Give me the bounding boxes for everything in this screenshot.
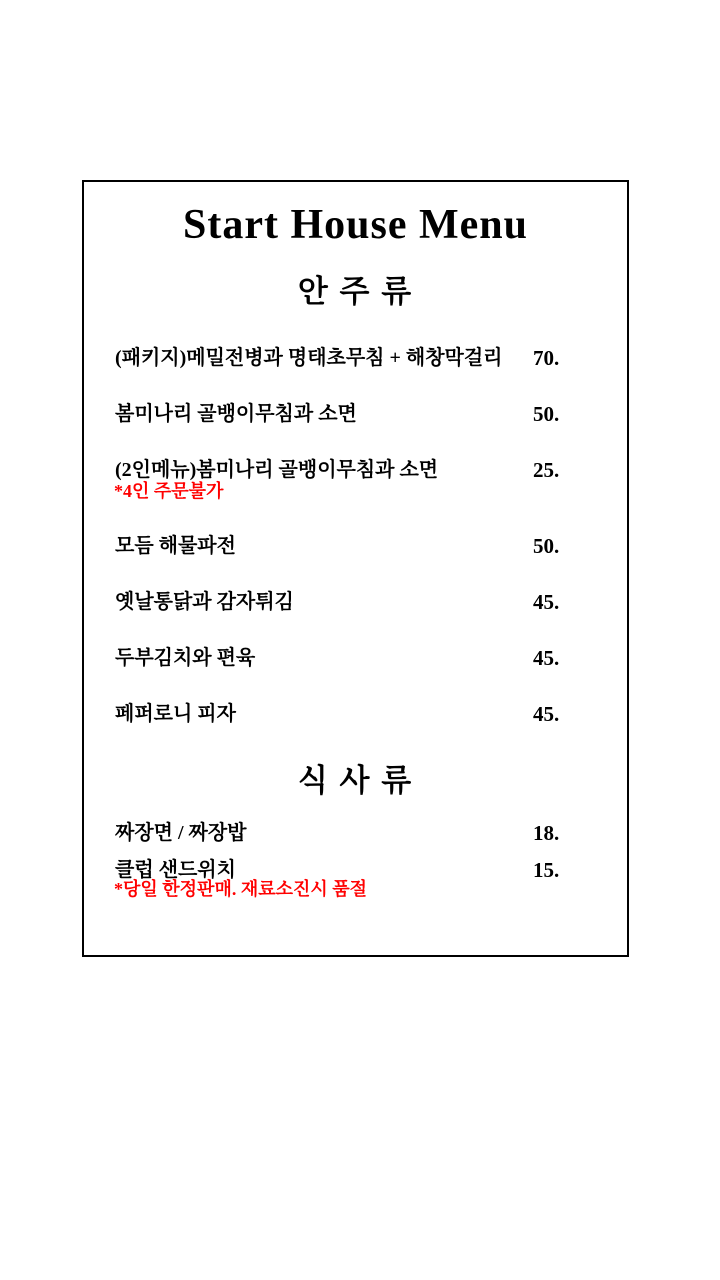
menu-item-row (84, 589, 627, 615)
menu-item-row (84, 701, 627, 727)
menu-item-row (84, 533, 627, 559)
menu-item-note: *4인 주문불가 (114, 481, 224, 501)
menu-item-price: 25. (533, 458, 560, 482)
menu-item-price: 18. (533, 821, 560, 845)
menu-item-name: 클럽 샌드위치 (115, 859, 236, 881)
menu-item-name: (2인메뉴)봄미나리 골뱅이무침과 소면 (115, 459, 439, 481)
menu-item-note: *당일 한정판매. 재료소진시 품절 (114, 879, 368, 899)
menu-item-price: 70. (533, 346, 560, 370)
section-header-meals: 식 사 류 (297, 763, 414, 798)
menu-card (82, 180, 629, 957)
menu-item-name: (패키지)메밀전병과 명태초무침 + 해창막걸리 (115, 347, 503, 369)
menu-item-row (84, 645, 627, 671)
menu-item-price: 45. (533, 590, 560, 614)
menu-item-price: 50. (533, 402, 560, 426)
section-header-appetizers: 안 주 류 (297, 274, 414, 309)
menu-item-price: 45. (533, 702, 560, 726)
menu-item-name: 옛날통닭과 감자튀김 (115, 591, 294, 613)
menu-item-row (84, 858, 627, 882)
menu-item-row (84, 821, 627, 845)
menu-item-price: 45. (533, 646, 560, 670)
menu-item-name: 페퍼로니 피자 (115, 703, 236, 725)
menu-item-name: 봄미나리 골뱅이무침과 소면 (115, 403, 357, 425)
menu-item-name: 모듬 해물파전 (115, 535, 236, 557)
menu-item-name: 짜장면 / 짜장밥 (115, 822, 247, 844)
menu-item-row (84, 457, 627, 483)
menu-title: Start House Menu (183, 202, 528, 248)
menu-item-row (84, 345, 627, 371)
menu-item-price: 15. (533, 858, 560, 882)
menu-item-price: 50. (533, 534, 560, 558)
menu-item-row (84, 401, 627, 427)
menu-item-name: 두부김치와 편육 (115, 647, 256, 669)
